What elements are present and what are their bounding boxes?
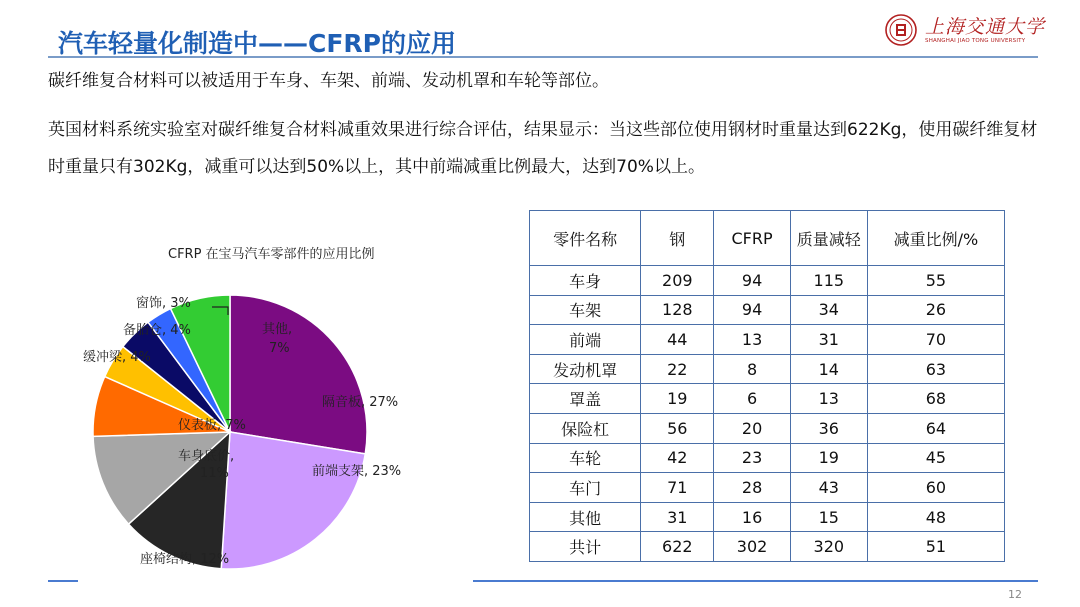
cell-cfrp: 94 [714, 266, 790, 296]
cell-part-name: 保险杠 [530, 413, 641, 443]
table-row [530, 532, 1005, 562]
header-reduction-ratio: 减重比例/% [867, 211, 1004, 266]
cell-part-name: 前端 [530, 325, 641, 355]
table-row [530, 502, 1005, 532]
pie-label: 座椅结构, 12% [140, 552, 230, 567]
table-row [530, 443, 1005, 473]
cell-steel: 19 [641, 384, 714, 414]
pie-slice [230, 295, 367, 454]
cell-reduction-ratio: 63 [867, 354, 1004, 384]
pie-chart [60, 270, 500, 580]
intro-paragraph: 碳纤维复合材料可以被适用于车身、车架、前端、发动机罩和车轮等部位。 [48, 71, 609, 91]
pie-label: 前端支架, 23% [312, 464, 402, 479]
header-steel: 钢 [641, 211, 714, 266]
cell-mass-reduction: 115 [790, 266, 867, 296]
pie-label-value: 11% [200, 466, 229, 481]
cell-cfrp: 16 [714, 502, 790, 532]
cell-part-name: 车架 [530, 295, 641, 325]
header-mass-reduction: 质量减轻 [790, 211, 867, 266]
pie-label: 其他, [262, 322, 293, 337]
cell-cfrp: 28 [714, 473, 790, 503]
cell-cfrp: 8 [714, 354, 790, 384]
cell-part-name: 车身 [530, 266, 641, 296]
cell-steel: 622 [641, 532, 714, 562]
cell-steel: 71 [641, 473, 714, 503]
table-row [530, 295, 1005, 325]
cell-steel: 44 [641, 325, 714, 355]
table-row [530, 384, 1005, 414]
cell-steel: 31 [641, 502, 714, 532]
title-underline [48, 56, 1038, 58]
cell-mass-reduction: 19 [790, 443, 867, 473]
cell-part-name: 车轮 [530, 443, 641, 473]
cell-reduction-ratio: 51 [867, 532, 1004, 562]
pie-slice [221, 432, 365, 569]
footer-rule-right [473, 580, 1038, 582]
cell-cfrp: 20 [714, 413, 790, 443]
logo-chinese-name: 上海交通大学 [925, 16, 1046, 38]
pie-label: 仪表板, 7% [178, 418, 246, 433]
cell-cfrp: 6 [714, 384, 790, 414]
cell-reduction-ratio: 68 [867, 384, 1004, 414]
header-cfrp: CFRP [714, 211, 790, 266]
cell-cfrp: 94 [714, 295, 790, 325]
logo-english-name: SHANGHAI JIAO TONG UNIVERSITY [925, 38, 1026, 44]
cell-cfrp: 302 [714, 532, 790, 562]
cell-steel: 128 [641, 295, 714, 325]
cell-part-name: 发动机罩 [530, 354, 641, 384]
footer-rule-left [48, 580, 78, 582]
university-logo [885, 12, 1046, 50]
cell-part-name: 车门 [530, 473, 641, 503]
cell-reduction-ratio: 60 [867, 473, 1004, 503]
table-header-row [530, 211, 1005, 266]
table-row [530, 413, 1005, 443]
cell-steel: 56 [641, 413, 714, 443]
cell-cfrp: 13 [714, 325, 790, 355]
table-row [530, 354, 1005, 384]
cell-cfrp: 23 [714, 443, 790, 473]
cell-part-name: 罩盖 [530, 384, 641, 414]
chart-title: CFRP 在宝马汽车零部件的应用比例 [168, 247, 375, 262]
page-number: 12 [1008, 588, 1022, 601]
cell-reduction-ratio: 48 [867, 502, 1004, 532]
cell-steel: 42 [641, 443, 714, 473]
cell-reduction-ratio: 45 [867, 443, 1004, 473]
cell-mass-reduction: 15 [790, 502, 867, 532]
cell-part-name: 其他 [530, 502, 641, 532]
weight-comparison-table [529, 210, 1005, 562]
cell-mass-reduction: 14 [790, 354, 867, 384]
evaluation-paragraph: 英国材料系统实验室对碳纤维复合材料减重效果进行综合评估，结果显示：当这些部位使用钢材时重量达到622Kg，使用碳纤维复材时重量只有302Kg，减重可以达到50%以上，其中前端减重比例最大，达到70%以上。 [48, 120, 1038, 177]
pie-label: 缓冲梁, 4% [83, 350, 151, 365]
header-part-name: 零件名称 [530, 211, 641, 266]
cell-mass-reduction: 36 [790, 413, 867, 443]
slide-title: 汽车轻量化制造中——CFRP的应用 [58, 29, 456, 58]
table-row [530, 325, 1005, 355]
cell-steel: 209 [641, 266, 714, 296]
table-row [530, 473, 1005, 503]
pie-label: 备胎仓, 4% [123, 323, 191, 338]
pie-label: 车身底价, [178, 449, 235, 464]
cell-mass-reduction: 43 [790, 473, 867, 503]
university-seal-icon [885, 14, 917, 46]
cell-steel: 22 [641, 354, 714, 384]
pie-label-value: 7% [269, 341, 290, 356]
cell-mass-reduction: 320 [790, 532, 867, 562]
pie-label: 隔音板, 27% [322, 395, 399, 410]
cell-mass-reduction: 34 [790, 295, 867, 325]
cell-reduction-ratio: 64 [867, 413, 1004, 443]
cell-reduction-ratio: 55 [867, 266, 1004, 296]
cell-mass-reduction: 13 [790, 384, 867, 414]
cell-mass-reduction: 31 [790, 325, 867, 355]
cell-reduction-ratio: 26 [867, 295, 1004, 325]
cell-reduction-ratio: 70 [867, 325, 1004, 355]
pie-label: 窗饰, 3% [136, 296, 191, 311]
table-row [530, 266, 1005, 296]
cell-part-name: 共计 [530, 532, 641, 562]
